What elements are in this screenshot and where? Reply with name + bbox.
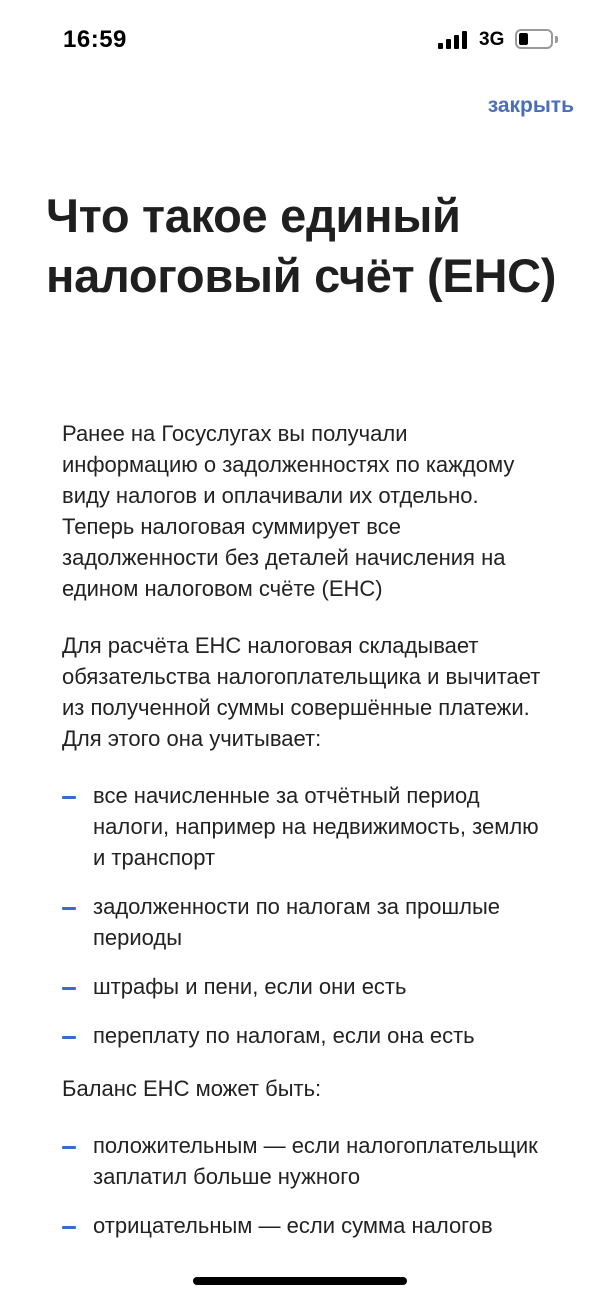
list-item: [62, 1130, 542, 1192]
balance-intro: Баланс ЕНС может быть:: [62, 1076, 322, 1101]
list-item: [62, 971, 542, 1002]
dash-bullet-icon: [62, 1036, 76, 1039]
list-item-text: отрицательным — если сумма налогов: [93, 1213, 493, 1238]
list-item-text: переплату по налогам, если она есть: [93, 1023, 475, 1048]
obligations-list: [62, 780, 542, 1051]
network-type: 3G: [479, 29, 505, 50]
list-item: [62, 1210, 542, 1241]
list-item: [62, 780, 542, 873]
article-content: [62, 418, 542, 1263]
list-item-text: положительным — если налогоплательщик заплатил больше нужного: [93, 1133, 538, 1189]
list-item-text: задолженности по налогам за прошлые периоды: [93, 894, 501, 950]
page-title: Что такое единый налоговый счёт (ЕНС): [46, 189, 557, 302]
battery-tip: [555, 36, 558, 43]
list-item: [62, 1020, 542, 1051]
battery-icon: [515, 29, 553, 49]
home-indicator[interactable]: [193, 1277, 407, 1285]
status-time: 16:59: [63, 26, 127, 53]
intro-paragraph: Ранее на Госуслугах вы получали информацию о задолженностях по каждому виду налогов и оплачивали их отдельно. Теперь налоговая суммирует все задолженности без деталей начисления на едином налоговом счёте (ЕНС): [62, 421, 515, 601]
dash-bullet-icon: [62, 1146, 76, 1149]
calculation-paragraph: Для расчёта ЕНС налоговая складывает обязательства налогоплательщика и вычитает из полученной суммы совершённые платежи. Для этого она учитывает:: [62, 633, 541, 751]
dash-bullet-icon: [62, 987, 76, 990]
list-item: [62, 891, 542, 953]
close-button[interactable]: закрыть: [487, 94, 574, 117]
dash-bullet-icon: [62, 1226, 76, 1229]
dash-bullet-icon: [62, 796, 76, 799]
balance-list: [62, 1130, 542, 1241]
dash-bullet-icon: [62, 907, 76, 910]
list-item-text: все начисленные за отчётный период налоги, например на недвижимость, землю и транспорт: [93, 783, 539, 870]
status-bar: [0, 0, 600, 80]
list-item-text: штрафы и пени, если они есть: [93, 974, 407, 999]
signal-strength-icon: [438, 31, 468, 49]
